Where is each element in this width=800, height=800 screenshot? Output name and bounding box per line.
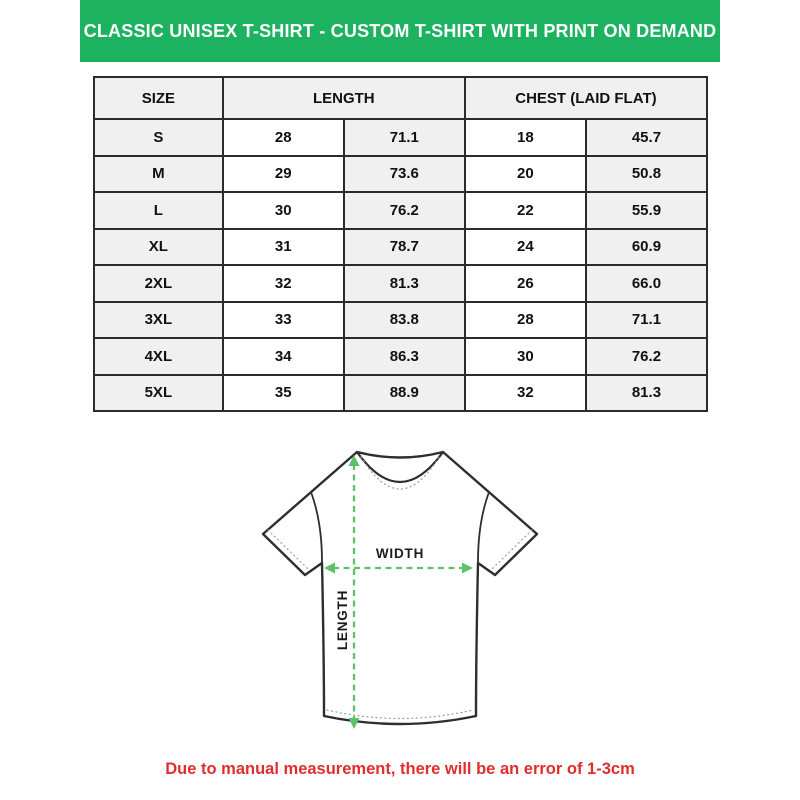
cell-length-in: 30 bbox=[223, 192, 344, 229]
table-row bbox=[94, 265, 707, 302]
length-arrowhead-down-icon bbox=[349, 718, 360, 729]
cell-chest-cm: 55.9 bbox=[586, 192, 707, 229]
cell-size: 5XL bbox=[94, 375, 223, 412]
table-row bbox=[94, 119, 707, 156]
length-label: LENGTH bbox=[335, 589, 350, 651]
header-length: LENGTH bbox=[223, 77, 465, 119]
header-size: SIZE bbox=[94, 77, 223, 119]
cell-chest-in: 24 bbox=[465, 229, 586, 266]
cell-chest-in: 20 bbox=[465, 156, 586, 193]
tshirt-diagram-svg bbox=[230, 435, 570, 745]
cell-length-in: 34 bbox=[223, 338, 344, 375]
width-label: WIDTH bbox=[375, 546, 425, 561]
cell-size: 2XL bbox=[94, 265, 223, 302]
cell-length-cm: 81.3 bbox=[344, 265, 465, 302]
table-row bbox=[94, 156, 707, 193]
cell-length-in: 28 bbox=[223, 119, 344, 156]
table-header-row bbox=[94, 77, 707, 119]
cell-chest-in: 18 bbox=[465, 119, 586, 156]
header-chest: CHEST (LAID FLAT) bbox=[465, 77, 707, 119]
cell-size: XL bbox=[94, 229, 223, 266]
cell-chest-cm: 45.7 bbox=[586, 119, 707, 156]
title-banner bbox=[80, 0, 720, 62]
cell-length-cm: 71.1 bbox=[344, 119, 465, 156]
table-row bbox=[94, 229, 707, 266]
cell-size: L bbox=[94, 192, 223, 229]
cell-length-in: 29 bbox=[223, 156, 344, 193]
table-row bbox=[94, 375, 707, 412]
cell-length-in: 35 bbox=[223, 375, 344, 412]
cell-chest-in: 30 bbox=[465, 338, 586, 375]
table-row bbox=[94, 302, 707, 339]
cell-chest-in: 26 bbox=[465, 265, 586, 302]
cell-chest-cm: 50.8 bbox=[586, 156, 707, 193]
measurement-disclaimer: Due to manual measurement, there will be an error of 1-3cm bbox=[165, 760, 635, 778]
cell-length-cm: 76.2 bbox=[344, 192, 465, 229]
page-title: CLASSIC UNISEX T-SHIRT - CUSTOM T-SHIRT WITH PRINT ON DEMAND bbox=[83, 20, 717, 41]
table-row bbox=[94, 338, 707, 375]
tshirt-outline bbox=[263, 452, 537, 724]
cell-size: 4XL bbox=[94, 338, 223, 375]
cell-chest-in: 28 bbox=[465, 302, 586, 339]
cell-size: M bbox=[94, 156, 223, 193]
cell-length-cm: 86.3 bbox=[344, 338, 465, 375]
cell-chest-cm: 76.2 bbox=[586, 338, 707, 375]
cell-chest-in: 32 bbox=[465, 375, 586, 412]
cell-chest-cm: 81.3 bbox=[586, 375, 707, 412]
cell-length-in: 32 bbox=[223, 265, 344, 302]
cell-length-in: 33 bbox=[223, 302, 344, 339]
size-chart-table bbox=[93, 76, 708, 412]
table-header bbox=[94, 77, 707, 119]
cell-length-cm: 83.8 bbox=[344, 302, 465, 339]
cell-chest-in: 22 bbox=[465, 192, 586, 229]
cell-size: 3XL bbox=[94, 302, 223, 339]
cell-length-cm: 73.6 bbox=[344, 156, 465, 193]
cell-length-cm: 88.9 bbox=[344, 375, 465, 412]
cell-length-in: 31 bbox=[223, 229, 344, 266]
cell-size: S bbox=[94, 119, 223, 156]
cell-chest-cm: 66.0 bbox=[586, 265, 707, 302]
tshirt-measurement-diagram bbox=[230, 435, 570, 745]
table-row bbox=[94, 192, 707, 229]
cell-chest-cm: 71.1 bbox=[586, 302, 707, 339]
cell-length-cm: 78.7 bbox=[344, 229, 465, 266]
cell-chest-cm: 60.9 bbox=[586, 229, 707, 266]
